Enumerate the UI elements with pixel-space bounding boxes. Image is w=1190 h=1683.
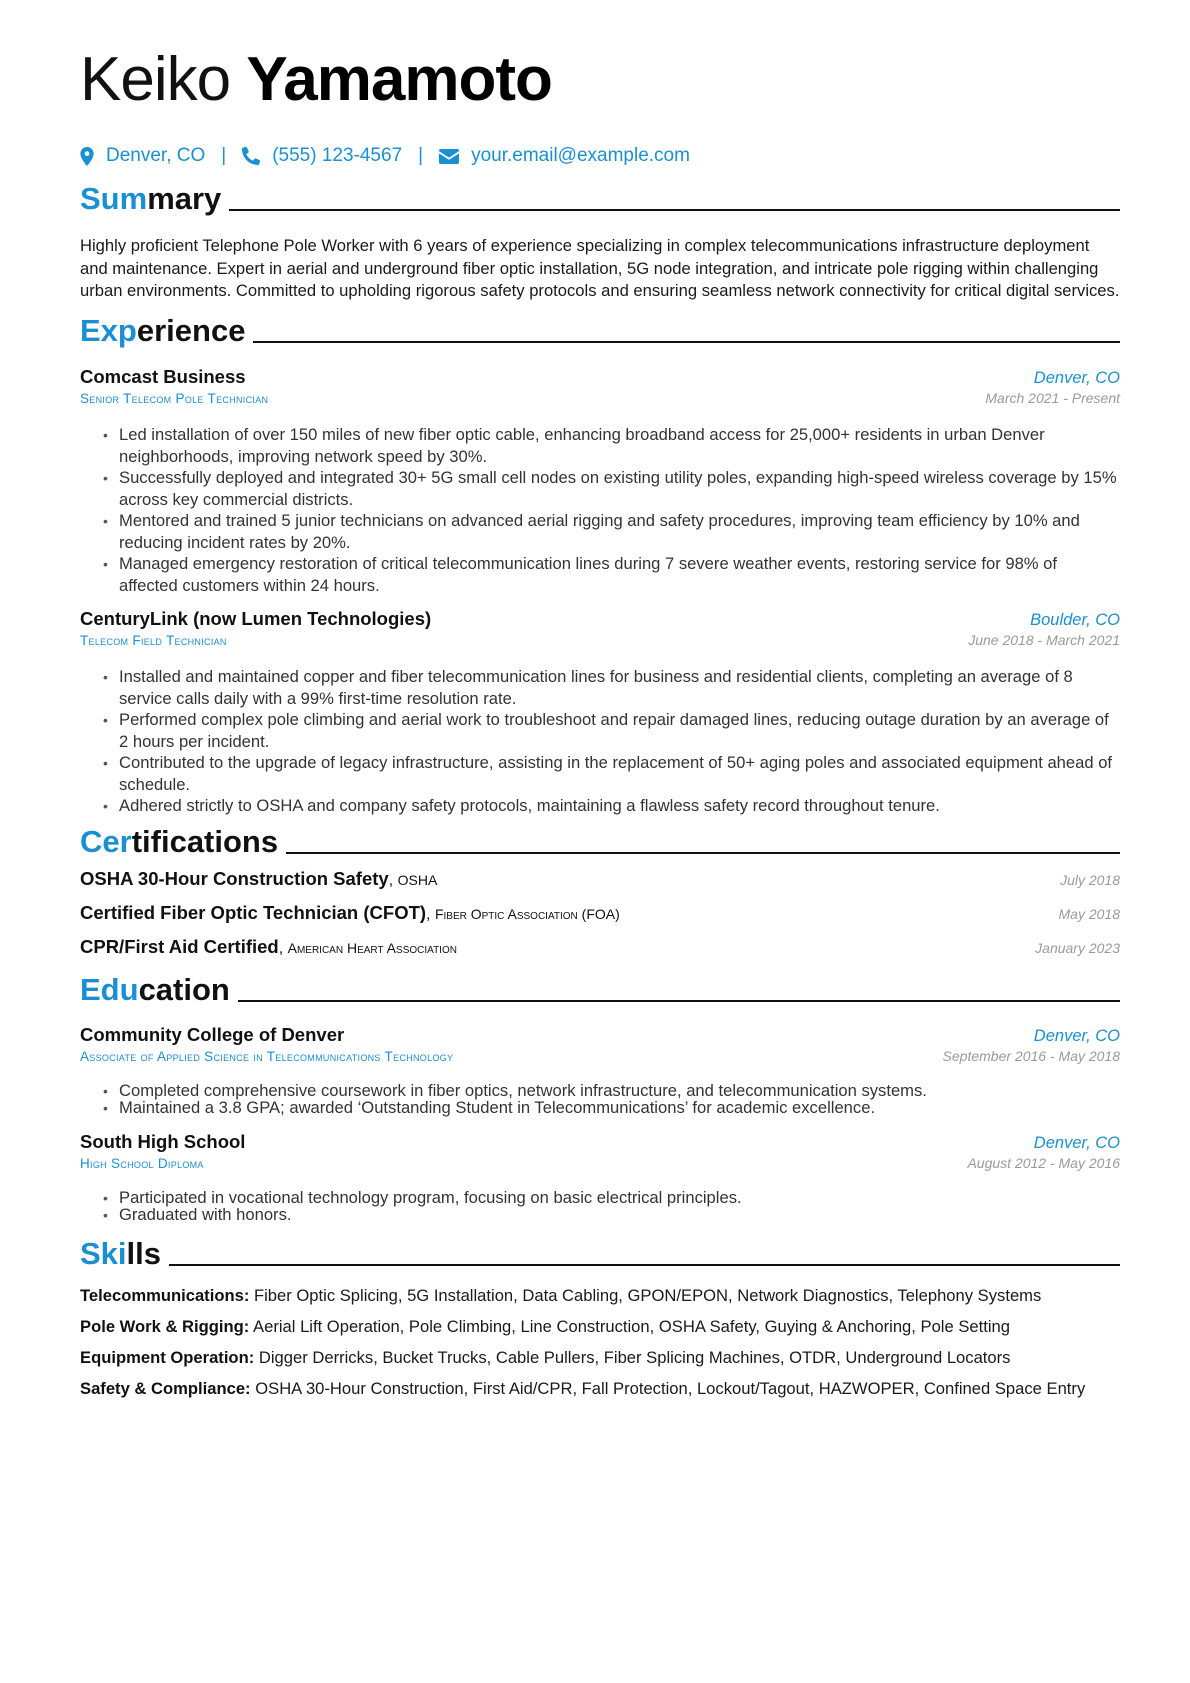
heading-rule — [229, 209, 1120, 211]
heading-accent: Cer — [80, 823, 132, 859]
heading-rule — [286, 852, 1120, 854]
summary-heading — [80, 179, 1120, 219]
contact-location — [80, 145, 205, 167]
summary-text: Highly proficient Telephone Pole Worker with 6 years of experience specializing in complex telecommunications infrastructure deployment and maintenance. Expert in aerial and underground fiber optic installation, 5G node integration, and intricate pole rigging within challenging urban environments. Committed to upholding rigorous safety protocols and ensuring seamless network connectivity for critical digital services. — [80, 236, 1120, 300]
map-marker-icon — [80, 147, 94, 166]
certifications-list — [80, 868, 1120, 970]
school-name: South High School — [80, 1130, 246, 1152]
school-dates: August 2012 - May 2016 — [967, 1154, 1120, 1171]
phone-text: (555) 123-4567 — [272, 145, 403, 166]
skill-label: Safety & Compliance: — [80, 1378, 251, 1398]
list-item: • Managed emergency restoration of critical telecommunication lines during 7 severe weather events, restoring service for 98% of affected customers within 24 hours. — [103, 553, 1120, 597]
cert-name: OSHA 30-Hour Construction Safety — [80, 867, 389, 889]
location-text: Denver, CO — [106, 145, 206, 166]
heading-rest: lls — [126, 1235, 161, 1271]
cert-name: CPR/First Aid Certified — [80, 935, 279, 957]
phone-icon — [242, 147, 260, 165]
experience-heading — [80, 311, 1120, 351]
school-name: Community College of Denver — [80, 1023, 345, 1045]
heading-rest: tifications — [131, 823, 279, 859]
list-item: • Participated in vocational technology program, focusing on basic electrical principles. — [103, 1189, 1120, 1208]
skill-label: Pole Work & Rigging: — [80, 1316, 250, 1336]
skill-value: Digger Derricks, Bucket Trucks, Cable Pullers, Fiber Splicing Machines, OTDR, Underground Locators — [258, 1347, 1011, 1367]
heading-accent: Sum — [80, 181, 148, 216]
job-location: Denver, CO — [1033, 368, 1120, 387]
skill-row — [80, 1373, 1120, 1404]
first-name: Keiko — [80, 45, 231, 114]
certifications-heading — [80, 822, 1120, 862]
degree-title: High School Diploma — [80, 1155, 204, 1171]
education-entry — [80, 1024, 1120, 1118]
experience-entry — [80, 366, 1120, 597]
cert-date: May 2018 — [1058, 905, 1120, 922]
employer-name: Comcast Business — [80, 365, 246, 387]
job-title: Senior Telecom Pole Technician — [80, 390, 269, 406]
cert-date: July 2018 — [1060, 871, 1120, 888]
skill-value: Aerial Lift Operation, Pole Climbing, Line Construction, OSHA Safety, Guying & Anchoring, Pole Setting — [253, 1316, 1010, 1336]
experience-entry — [80, 608, 1120, 817]
job-bullets — [80, 424, 1120, 597]
envelope-icon — [439, 149, 459, 164]
resume-page — [80, 40, 1120, 1404]
job-dates: March 2021 - Present — [985, 389, 1120, 406]
employer-name: CenturyLink (now Lumen Technologies) — [80, 607, 432, 629]
education-entry — [80, 1131, 1120, 1225]
certification-item: Certified Fiber Optic Technician (CFOT), Fiber Optic Association (FOA) May 2018 — [80, 901, 1120, 923]
skill-label: Telecommunications: — [80, 1285, 250, 1305]
certification-item: CPR/First Aid Certified, American Heart Association January 2023 — [80, 935, 1120, 957]
email-link[interactable]: your.email@example.com — [471, 145, 690, 166]
education-list — [80, 1024, 1120, 1225]
school-location: Denver, CO — [1033, 1133, 1120, 1152]
job-location: Boulder, CO — [1030, 610, 1120, 629]
certification-item: OSHA 30-Hour Construction Safety, OSHA July 2018 — [80, 867, 1120, 889]
heading-accent: Exp — [80, 312, 137, 348]
heading-accent: Edu — [80, 971, 139, 1007]
skills-heading — [80, 1234, 1120, 1274]
contact-email[interactable] — [439, 145, 690, 167]
cert-issuer: Fiber Optic Association (FOA) — [434, 905, 620, 922]
education-heading — [80, 970, 1120, 1010]
list-item: • Installed and maintained copper and fiber telecommunication lines for business and residential clients, completing an average of 8 service calls daily with a 99% first-time resolution rate. — [103, 666, 1120, 710]
list-item: • Completed comprehensive coursework in fiber optics, network infrastructure, and telecommunication systems. — [103, 1082, 1120, 1101]
skills-list — [80, 1280, 1120, 1404]
heading-rule — [238, 1000, 1120, 1002]
heading-rule — [253, 341, 1120, 343]
skill-row — [80, 1342, 1120, 1373]
list-item: • Led installation of over 150 miles of new fiber optic cable, enhancing broadband access for 25,000+ residents in urban Denver neighborhoods, improving network speed by 30%. — [103, 424, 1120, 468]
contact-phone[interactable] — [242, 145, 402, 167]
skill-value: Fiber Optic Splicing, 5G Installation, Data Cabling, GPON/EPON, Network Diagnostics, Telephony Systems — [253, 1285, 1042, 1305]
list-item: • Adhered strictly to OSHA and company safety protocols, maintaining a flawless safety record throughout tenure. — [103, 795, 1120, 817]
list-item: • Maintained a 3.8 GPA; awarded ‘Outstanding Student in Telecommunications’ for academic excellence. — [103, 1099, 1120, 1118]
degree-title: Associate of Applied Science in Telecommunications Technology — [80, 1048, 454, 1064]
skill-row — [80, 1311, 1120, 1342]
cert-issuer: OSHA — [397, 871, 438, 888]
education-bullets — [80, 1189, 1120, 1225]
list-item: • Mentored and trained 5 junior technicians on advanced aerial rigging and safety procedures, improving team efficiency by 10% and reducing incident rates by 20%. — [103, 510, 1120, 554]
heading-rule — [169, 1264, 1120, 1266]
education-bullets — [80, 1082, 1120, 1118]
heading-rest: erience — [136, 312, 246, 348]
list-item: • Performed complex pole climbing and aerial work to troubleshoot and repair damaged lines, reducing outage duration by an average of 2 hours per incident. — [103, 709, 1120, 753]
cert-date: January 2023 — [1035, 939, 1120, 956]
experience-list — [80, 366, 1120, 817]
candidate-name — [80, 40, 1120, 120]
heading-rest: mary — [147, 181, 222, 216]
school-dates: September 2016 - May 2018 — [942, 1047, 1120, 1064]
school-location: Denver, CO — [1033, 1026, 1120, 1045]
cert-name: Certified Fiber Optic Technician (CFOT) — [80, 901, 427, 923]
skill-label: Equipment Operation: — [80, 1347, 255, 1367]
job-title: Telecom Field Technician — [80, 632, 227, 648]
list-item: • Contributed to the upgrade of legacy infrastructure, assisting in the replacement of 50+ aging poles and associated equipment ahead of schedule. — [103, 752, 1120, 796]
list-item: • Graduated with honors. — [103, 1206, 1120, 1225]
job-bullets — [80, 666, 1120, 817]
last-name: Yamamoto — [246, 45, 552, 114]
heading-rest: cation — [138, 971, 230, 1007]
contact-bar — [80, 143, 1120, 169]
heading-accent: Ski — [80, 1235, 127, 1271]
skill-row — [80, 1280, 1120, 1311]
cert-issuer: American Heart Association — [287, 939, 457, 956]
contact-separator: | — [221, 145, 227, 166]
skill-value: OSHA 30-Hour Construction, First Aid/CPR, Fall Protection, Lockout/Tagout, HAZWOPER, Confined Space Entry — [255, 1378, 1086, 1398]
list-item: • Successfully deployed and integrated 30+ 5G small cell nodes on existing utility poles, expanding high-speed wireless coverage by 15% across key commercial districts. — [103, 467, 1120, 511]
job-dates: June 2018 - March 2021 — [968, 631, 1120, 648]
contact-separator: | — [418, 145, 424, 166]
